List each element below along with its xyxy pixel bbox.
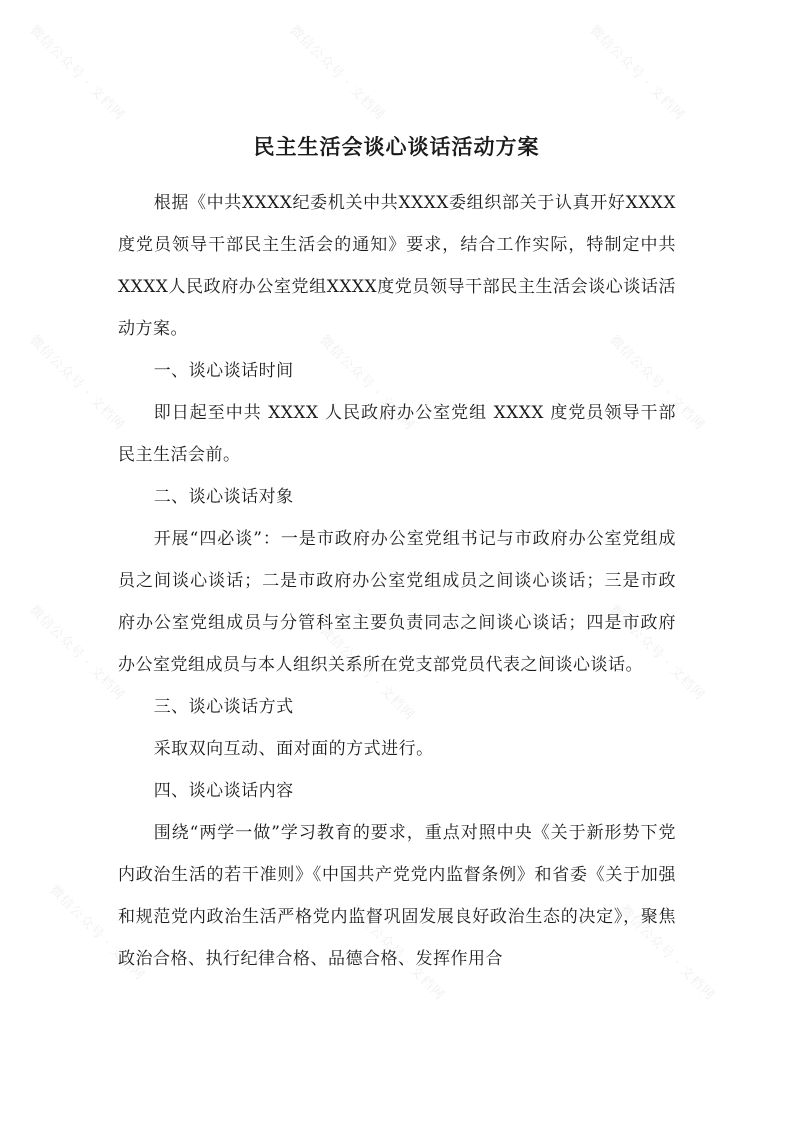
paragraph-targets: 开展“四必谈”：一是市政府办公室党组书记与市政府办公室党组成员之间谈心谈话；二是市政府办公室党组成员之间谈心谈话；三是市政府办公室党组成员与分管科室主要负责同志之间谈心谈话；四是市政府办公室党组成员与本人组织关系所在党支部党员代表之间谈心谈话。	[118, 529, 676, 675]
watermark: 微信公众号 · 文档网	[606, 602, 708, 704]
document-body	[118, 182, 676, 980]
watermark: 微信公众号 · 文档网	[616, 902, 718, 1004]
paragraph-content: 围绕“两学一做”学习教育的要求，重点对照中央《关于新形势下党内政治生活的若干准则》《中国共产党党内监督条例》和省委《关于加强和规范党内政治生活严格党内监督巩固发展良好政治生态的决定》，聚焦政治合格、执行纪律合格、品德合格、发挥作用合	[118, 823, 676, 969]
watermark: 微信公众号 · 文档网	[26, 332, 128, 434]
document-title: 民主生活会谈心谈话活动方案	[253, 134, 540, 159]
watermark: 微信公众号 · 文档网	[606, 332, 708, 434]
watermark: 微信公众号 · 文档网	[286, 22, 388, 124]
watermark: 微信公众号 · 文档网	[346, 902, 448, 1004]
section-heading-method: 三、谈心谈话方式	[153, 697, 294, 717]
paragraph-time: 即日起至中共 XXXX 人民政府办公室党组 XXXX 度党员领导干部民主生活会前。	[118, 403, 676, 465]
watermark: 微信公众号 · 文档网	[586, 22, 688, 124]
section-heading-time: 一、谈心谈话时间	[153, 361, 294, 381]
watermark: 微信公众号 · 文档网	[46, 882, 148, 984]
section-heading-targets: 二、谈心谈话对象	[153, 487, 294, 507]
watermark: 微信公众号 · 文档网	[316, 332, 418, 434]
section-heading-content: 四、谈心谈话内容	[153, 781, 294, 801]
watermark: 微信公众号 · 文档网	[26, 602, 128, 704]
paragraph-intro: 根据《中共XXXX纪委机关中共XXXX委组织部关于认真开好XXXX度党员领导干部民主生活会的通知》要求，结合工作实际，特制定中共XXXX人民政府办公室党组XXXX度党员领导干部民主生活会谈心谈话活动方案。	[118, 193, 676, 339]
watermark: 微信公众号 · 文档网	[26, 22, 128, 124]
watermark: 微信公众号 · 文档网	[316, 622, 418, 724]
paragraph-method: 采取双向互动、面对面的方式进行。	[153, 739, 434, 759]
